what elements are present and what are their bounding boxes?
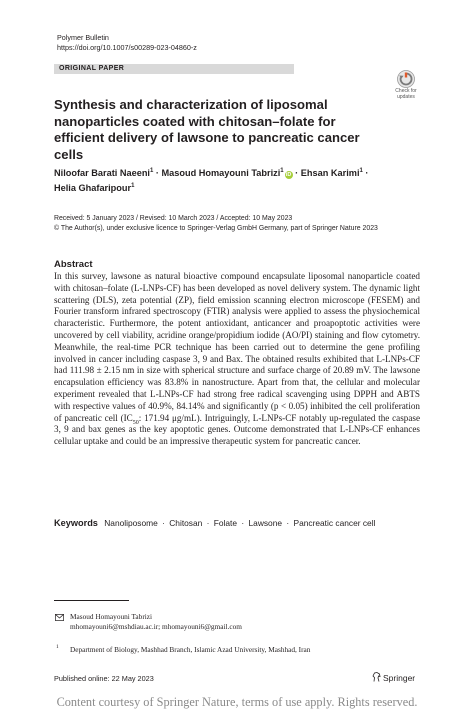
- author-affiliation-marker: 1: [280, 168, 284, 174]
- author-affiliation-marker: 1: [359, 168, 363, 174]
- publisher-logo: [372, 672, 415, 684]
- abstract-heading: Abstract: [54, 259, 93, 270]
- springer-horse-icon: [372, 672, 381, 682]
- affiliation-text: Department of Biology, Mashhad Branch, Islamic Azad University, Mashhad, Iran: [70, 645, 311, 654]
- keyword: Chitosan: [169, 518, 203, 528]
- copyright-line: © The Author(s), under exclusive licence to Springer-Verlag GmbH Germany, part of Springer Nature 2023: [54, 225, 378, 232]
- author-affiliation-marker: 1: [131, 182, 135, 189]
- author-name[interactable]: Helia Ghafaripour: [54, 182, 132, 193]
- abstract-body: [54, 271, 420, 448]
- keywords-label: Keywords: [54, 518, 98, 528]
- footnote-divider: [54, 600, 129, 601]
- article-dates: Received: 5 January 2023 / Revised: 10 March 2023 / Accepted: 10 May 2023: [54, 215, 293, 222]
- author-list: Niloofar Barati Naeeni$^1$ · Masoud Homayouni Tabrizi$^1$iD · Ehsan Karimi$^1$ · Helia Ghafaripour$^1$: [54, 168, 369, 193]
- keywords-line: [54, 517, 375, 529]
- keyword-separator: ·: [286, 518, 290, 528]
- check-updates-text-2: updates: [397, 93, 415, 100]
- author-name[interactable]: Ehsan Karimi: [300, 168, 360, 179]
- affiliation-number: 1: [56, 644, 59, 650]
- keyword-separator: ·: [206, 518, 210, 528]
- keyword: Pancreatic cancer cell: [293, 518, 376, 528]
- abstract-subscript: 50: [132, 419, 139, 426]
- author-affiliation-marker: 1: [149, 168, 154, 174]
- check-updates-text-1: Check for: [395, 88, 417, 94]
- keyword: Lawsone: [248, 518, 283, 528]
- abstract-text-part-1: In this survey, lawsone as natural bioactive compound encapsulate liposomal nanoparticle coated with chitosan–folate (L-LNPs-CF) has been developed as novel delivery system. The dynamic light scattering (DLS), zeta potential (ZP), field emission scanning electron microscope (FESEM) and Fourier transform infrared spectroscopy (FTIR) analysis were applied to assess the physiochemical characteristic. Furthermore, the potent antioxidant, anticancer and proapoptotic activities were uncovered by cell viability, acridine orange/propidium iodide (AO/PI) staining and flow cytometry. Meanwhile, the real-time PCR technique has been carried out to determine the gene profiling involved in cancer including caspase 3, 9 and Bax. The obtained results exhibited that L-LNPs-CF had 111.98 ± 2.15 nm in size with spherical structure and surface charge of 20.89 mV. The lawsone encapsulation efficiency was 83.8% in nanostructure. Apart from that, the cellular and molecular experiment revealed that L-LNPs-CF had strong free radical scavenging using DPPH and ABTS with respective values of 40.9%, 84.14% and significantly (p < 0.05) inhibited the cell proliferation of pancreatic cell (IC: [54, 271, 420, 423]
- article-title: Synthesis and characterization of liposomal nanoparticles coated with chitosan–folate for efficient delivery of lawsone to pancreatic cancer cells: [54, 97, 360, 162]
- keyword: Nanoliposome: [104, 518, 158, 528]
- abstract-text-part-2: : 171.94 μg/mL). Intriguingly, L-LNPs-CF notably up-regulated the caspase 3, 9 and bax genes as the key apoptotic genes. Outcome demonstrated that L-LNPs-CF enhances cellular uptake and could be an impressive therapeutic system for pancreatic cancer.: [54, 412, 420, 447]
- corresponding-author-emails[interactable]: mhomayouni6@mshdiau.ac.ir; mhomayouni6@gmail.com: [70, 622, 242, 631]
- keyword: Folate: [213, 518, 238, 528]
- published-date: Published online: 22 May 2023: [54, 674, 154, 683]
- check-for-updates-badge[interactable]: [393, 70, 419, 102]
- orcid-icon[interactable]: iD: [285, 172, 292, 179]
- envelope-icon: [55, 614, 64, 621]
- keyword-separator: ·: [241, 518, 245, 528]
- article-type-label: ORIGINAL PAPER: [59, 65, 125, 72]
- journal-name: Polymer Bulletin: [57, 33, 109, 42]
- author-name[interactable]: Masoud Homayouni Tabrizi: [161, 168, 281, 179]
- keyword-separator: ·: [162, 518, 165, 528]
- publisher-name: Springer: [383, 673, 416, 683]
- usage-notice: Content courtesy of Springer Nature, terms of use apply. Rights reserved.: [56, 695, 418, 709]
- doi-link[interactable]: https://doi.org/10.1007/s00289-023-04860-z: [57, 43, 197, 52]
- article-type-bar: [54, 64, 294, 74]
- author-name[interactable]: Niloofar Barati Naeeni: [54, 168, 150, 179]
- corresponding-author-name: Masoud Homayouni Tabrizi: [70, 612, 153, 621]
- check-updates-icon: [397, 70, 415, 88]
